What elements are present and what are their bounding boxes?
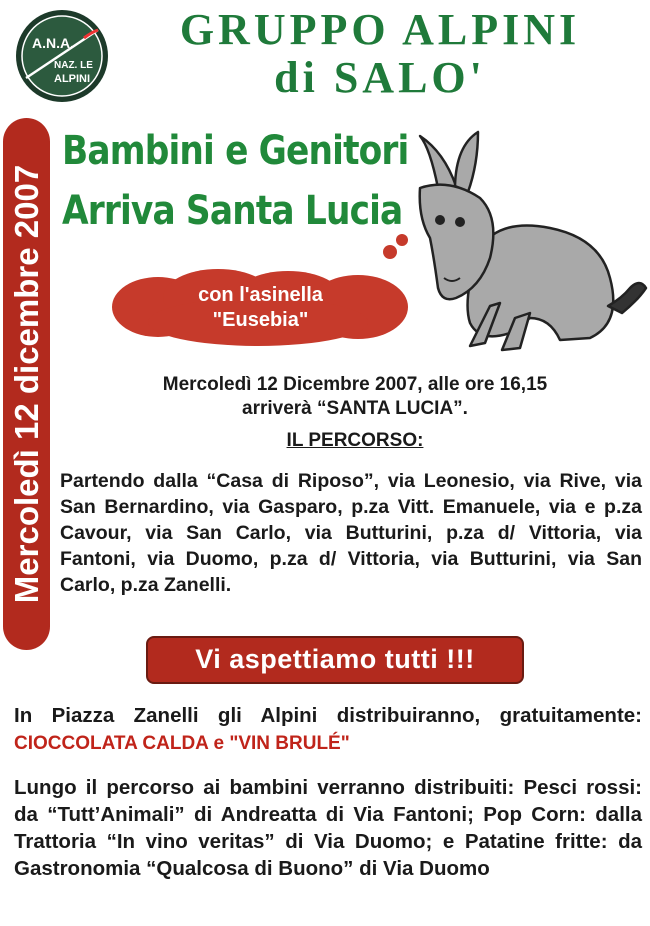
cloud-line1: con l'asinella <box>198 284 323 306</box>
title-line2: di SALO' <box>274 53 486 102</box>
headline-line2: Arriva Santa Lucia <box>62 188 403 234</box>
ana-logo <box>14 8 110 104</box>
headline-line1: Bambini e Genitori <box>62 128 409 174</box>
cta-text: Vi aspettiamo tutti !!! <box>195 644 475 674</box>
cloud-line2: "Eusebia" <box>212 309 309 331</box>
side-date-banner <box>3 118 50 650</box>
title-line1: GRUPPO ALPINI <box>179 5 581 54</box>
kids-paragraph: Lungo il percorso ai bambini verranno distribuiti: Pesci rossi: da “Tutt’Animali” di Andreatta di Via Fantoni; Pop Corn: dalla Trattoria “In vino veritas” di Via Duomo; e Patatine fritte: da Gastronomia “Qualcosa di Buono” di Via Duomo <box>14 776 642 880</box>
logo-line1: A.N.A. <box>32 35 74 51</box>
cloud-text <box>108 283 413 333</box>
route-heading: IL PERCORSO: <box>286 430 424 451</box>
logo-line2: NAZ. LE <box>54 60 93 71</box>
route-text: Partendo dalla “Casa di Riposo”, via Leonesio, via Rive, via San Bernardino, via Gasparo, p.za Vitt. Emanuele, via e p.za Cavour, via San Carlo, via Butturini, p.za d/ Vittoria, via Fantoni, via Duomo, p.za d/ Vittoria, via Butturini, via San Carlo, p.za Zanelli. <box>60 470 642 596</box>
event-line1: Mercoledì 12 Dicembre 2007, alle ore 16,15 <box>162 374 548 395</box>
distribution-intro: In Piazza Zanelli gli Alpini distribuiranno, gratuitamente: <box>14 704 642 727</box>
event-line2: arriverà “SANTA LUCIA”. <box>242 398 468 419</box>
distribution-paragraph <box>14 702 642 757</box>
side-date-text: Mercoledì 12 dicembre 2007 <box>7 164 45 604</box>
distribution-items: CIOCCOLATA CALDA e "VIN BRULÉ" <box>14 733 350 754</box>
logo-line3: ALPINI <box>54 73 91 85</box>
